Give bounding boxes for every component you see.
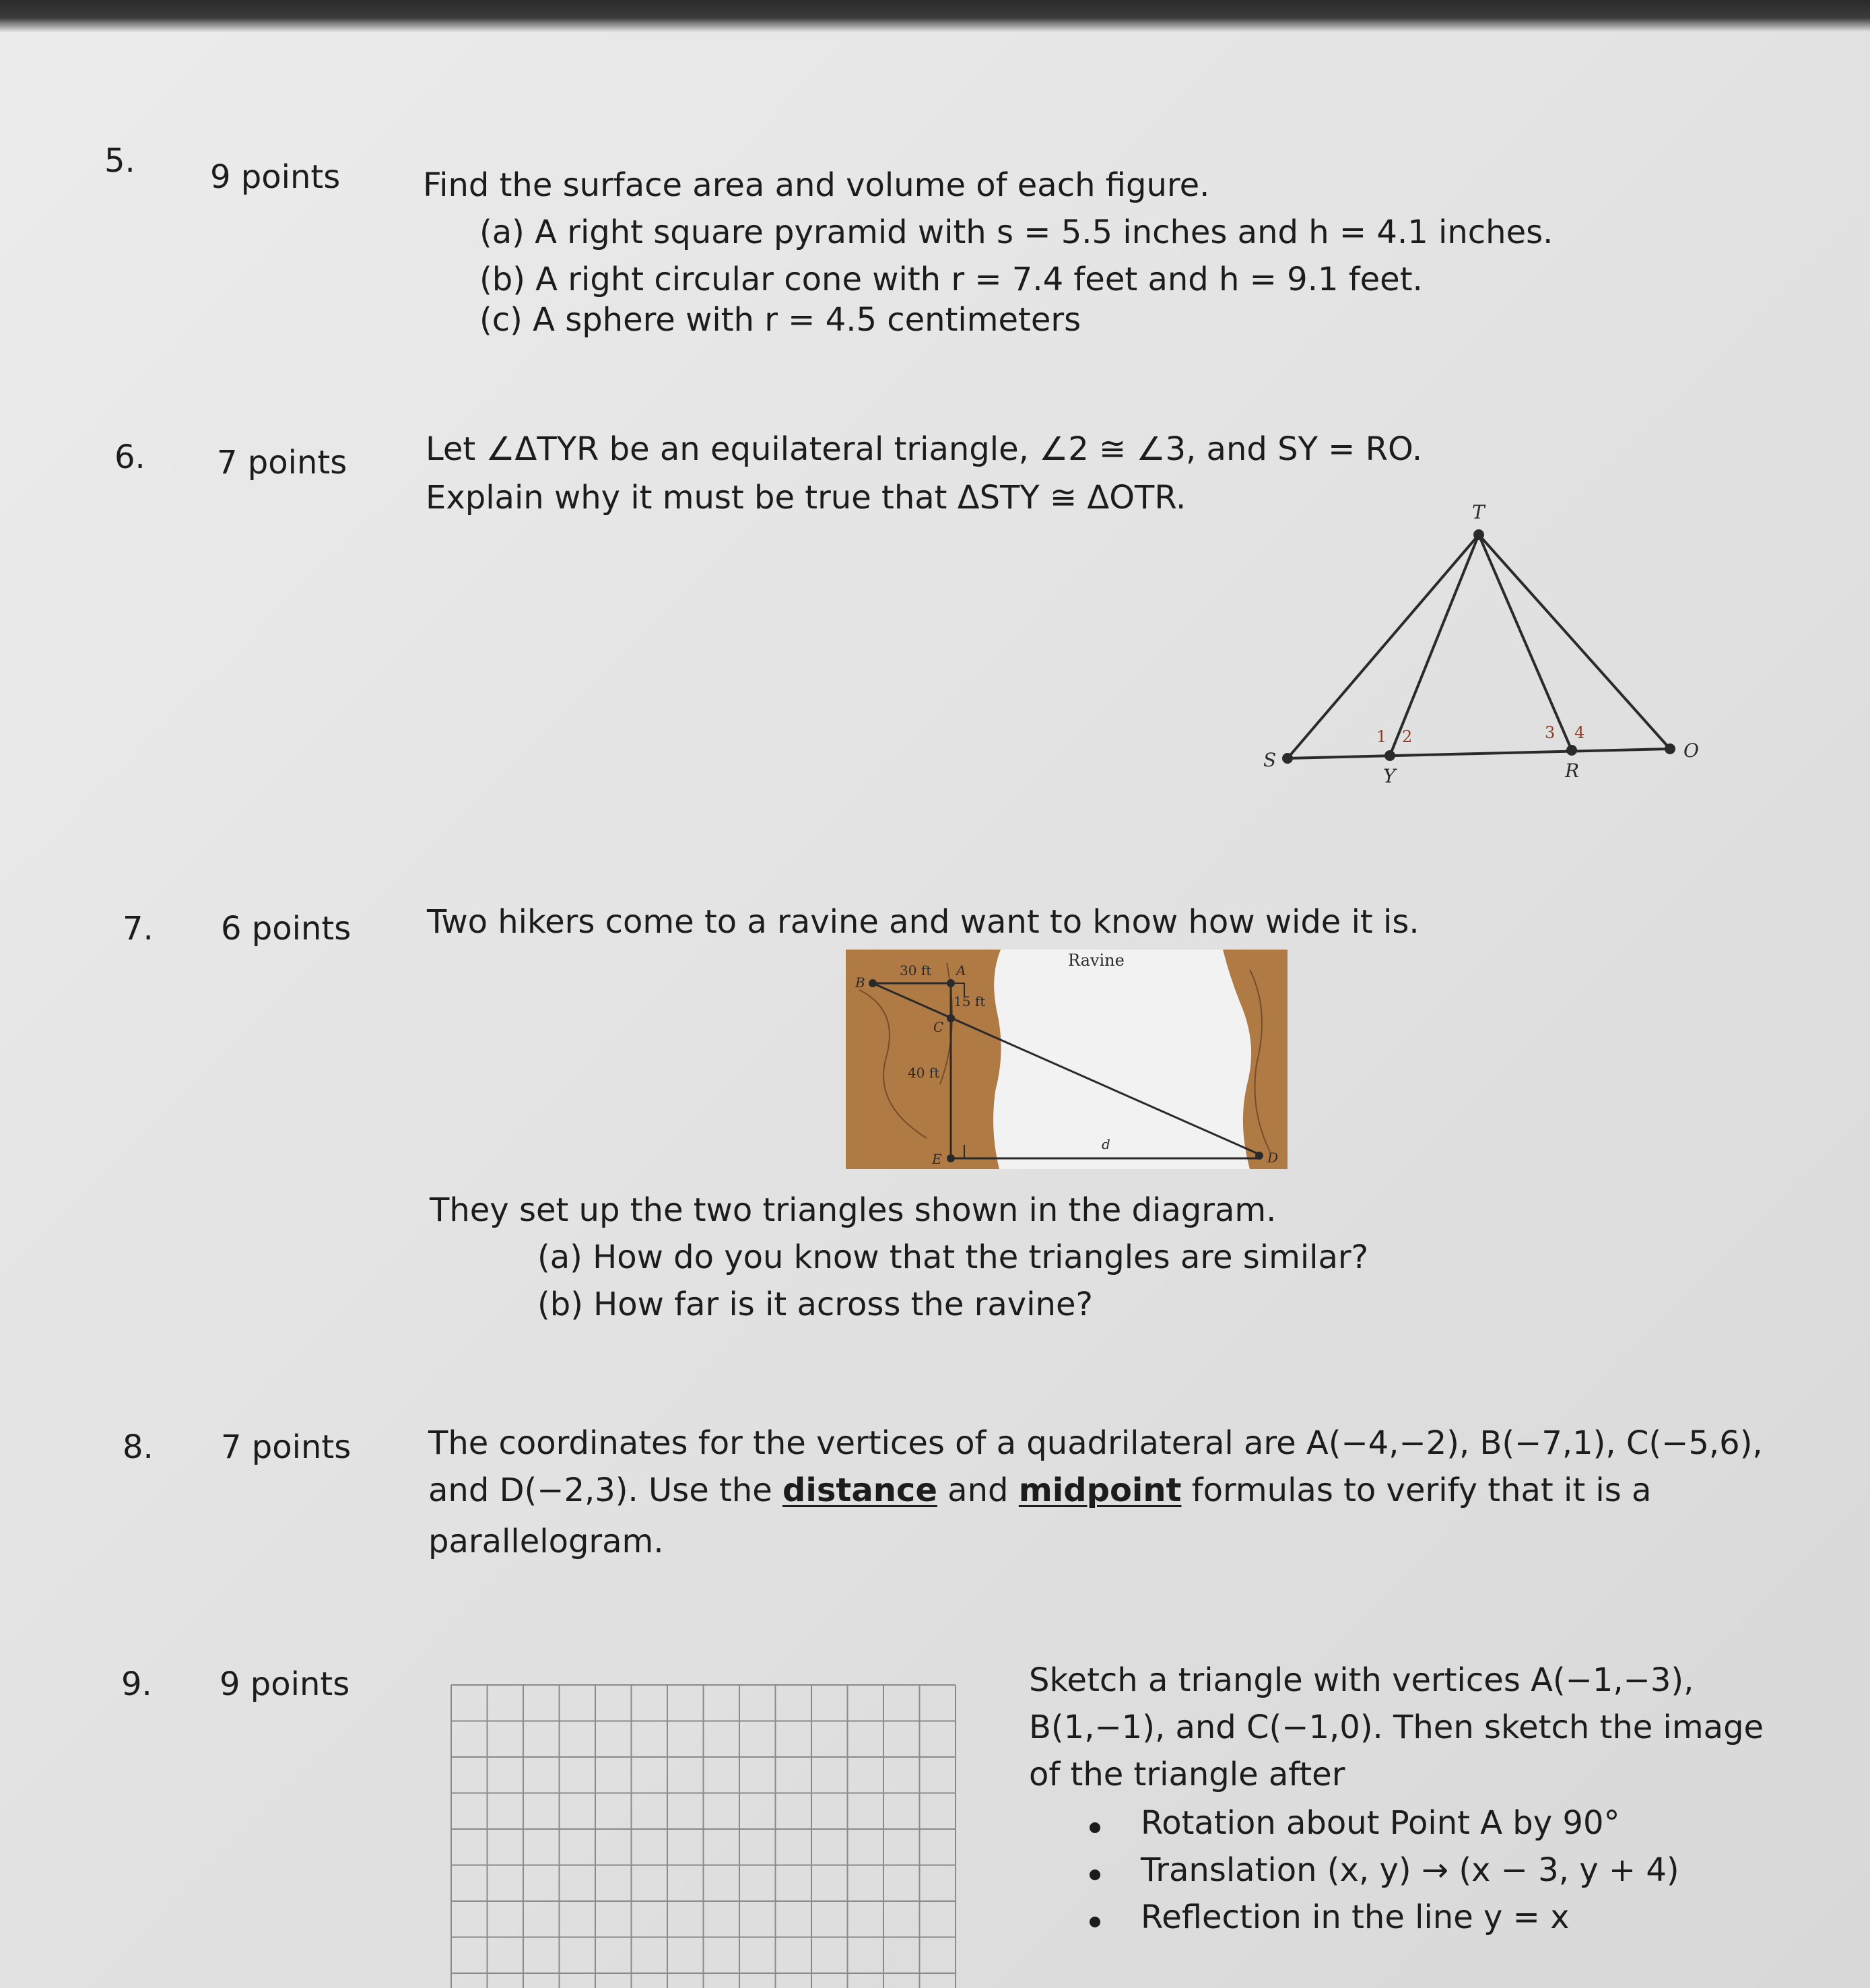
point-r — [1566, 745, 1577, 756]
photo-top-edge — [0, 0, 1870, 32]
q8-line2-start: and D(−2,3). Use the — [428, 1471, 783, 1509]
q7-part-b: (b) How far is it across the ravine? — [537, 1286, 1093, 1323]
q9-line1: Sketch a triangle with vertices A(−1,−3), — [1029, 1661, 1694, 1699]
label-o: O — [1683, 739, 1699, 762]
bullet-dot — [1090, 1869, 1100, 1880]
side-tr — [1479, 535, 1572, 750]
q5-part-b: (b) A right circular cone with r = 7.4 feet and h = 9.1 feet. — [479, 261, 1423, 298]
side-to — [1479, 535, 1670, 749]
q6-number: 6. — [114, 438, 145, 476]
q6-triangle-figure — [1253, 492, 1710, 795]
label-d: d — [1102, 1136, 1110, 1152]
side-ty — [1390, 535, 1479, 756]
q9-number: 9. — [121, 1665, 152, 1703]
angle-2: 2 — [1402, 727, 1413, 746]
q5-part-a: (a) A right square pyramid with s = 5.5 inches and h = 4.1 inches. — [479, 213, 1554, 251]
q6-line2: Explain why it must be true that ΔSTY ≅ ΔOTR. — [426, 479, 1187, 517]
angle-3: 3 — [1545, 723, 1556, 742]
point-s — [1282, 753, 1293, 764]
q7-number: 7. — [123, 910, 154, 948]
base-so — [1288, 749, 1670, 758]
label-30ft: 30 ft — [900, 962, 932, 979]
q7-points: 6 points — [221, 910, 352, 948]
point-y — [1384, 750, 1395, 761]
q8-midpoint-word: midpoint — [1018, 1471, 1182, 1509]
label-40ft: 40 ft — [908, 1065, 940, 1081]
q9-bullet-translation: Translation (x, y) → (x − 3, y + 4) — [1141, 1851, 1679, 1889]
q5-prompt: Find the surface area and volume of each figure. — [423, 166, 1210, 204]
label-e: E — [932, 1151, 942, 1167]
label-y: Y — [1383, 765, 1396, 787]
label-a: A — [956, 962, 966, 979]
q9-bullet-reflection: Reflection in the line y = x — [1141, 1898, 1570, 1936]
q7-part-a: (a) How do you know that the triangles are similar? — [537, 1238, 1369, 1276]
angle-1: 1 — [1376, 727, 1387, 746]
q7-after: They set up the two triangles shown in the diagram. — [430, 1191, 1277, 1229]
q8-distance-word: distance — [782, 1471, 937, 1509]
q5-points: 9 points — [210, 158, 341, 196]
bullet-dot — [1090, 1917, 1100, 1927]
label-c: C — [933, 1019, 944, 1035]
q6-points: 7 points — [217, 444, 347, 482]
side-ts — [1288, 535, 1479, 758]
q8-line1: The coordinates for the vertices of a quadrilateral are A(−4,−2), B(−7,1), C(−5,6), — [428, 1424, 1763, 1462]
q8-line3: parallelogram. — [428, 1523, 664, 1560]
q9-bullet-rotation: Rotation about Point A by 90° — [1141, 1804, 1620, 1842]
q9-line3: of the triangle after — [1029, 1756, 1345, 1793]
q9-line2: B(1,−1), and C(−1,0). Then sketch the image — [1029, 1709, 1764, 1746]
q8-and: and — [937, 1471, 1019, 1509]
q7-prompt: Two hikers come to a ravine and want to know how wide it is. — [427, 903, 1420, 941]
q5-number: 5. — [104, 142, 135, 180]
q8-line2-end: formulas to verify that it is a — [1181, 1471, 1652, 1509]
q8-number: 8. — [123, 1428, 154, 1466]
label-t: T — [1472, 501, 1485, 523]
label-r: R — [1565, 760, 1580, 782]
label-15ft: 15 ft — [954, 993, 986, 1009]
label-d-point: D — [1267, 1150, 1279, 1166]
point-o — [1665, 743, 1675, 754]
label-b: B — [855, 974, 865, 991]
q8-points: 7 points — [221, 1428, 352, 1466]
q6-line1: Let ∠ΔTYR be an equilateral triangle, ∠2 ≅ ∠3, and SY = RO. — [426, 430, 1423, 468]
q9-graph-grid[interactable] — [450, 1684, 959, 1988]
angle-4: 4 — [1574, 723, 1585, 742]
bullet-dot — [1090, 1822, 1100, 1833]
q7-ravine-diagram — [846, 950, 1288, 1169]
label-s: S — [1263, 749, 1277, 771]
q9-points: 9 points — [220, 1665, 350, 1703]
q5-part-c: (c) A sphere with r = 4.5 centimeters — [479, 301, 1081, 339]
label-ravine: Ravine — [1068, 951, 1125, 970]
point-t — [1473, 529, 1484, 540]
q8-line2 — [428, 1472, 1651, 1509]
